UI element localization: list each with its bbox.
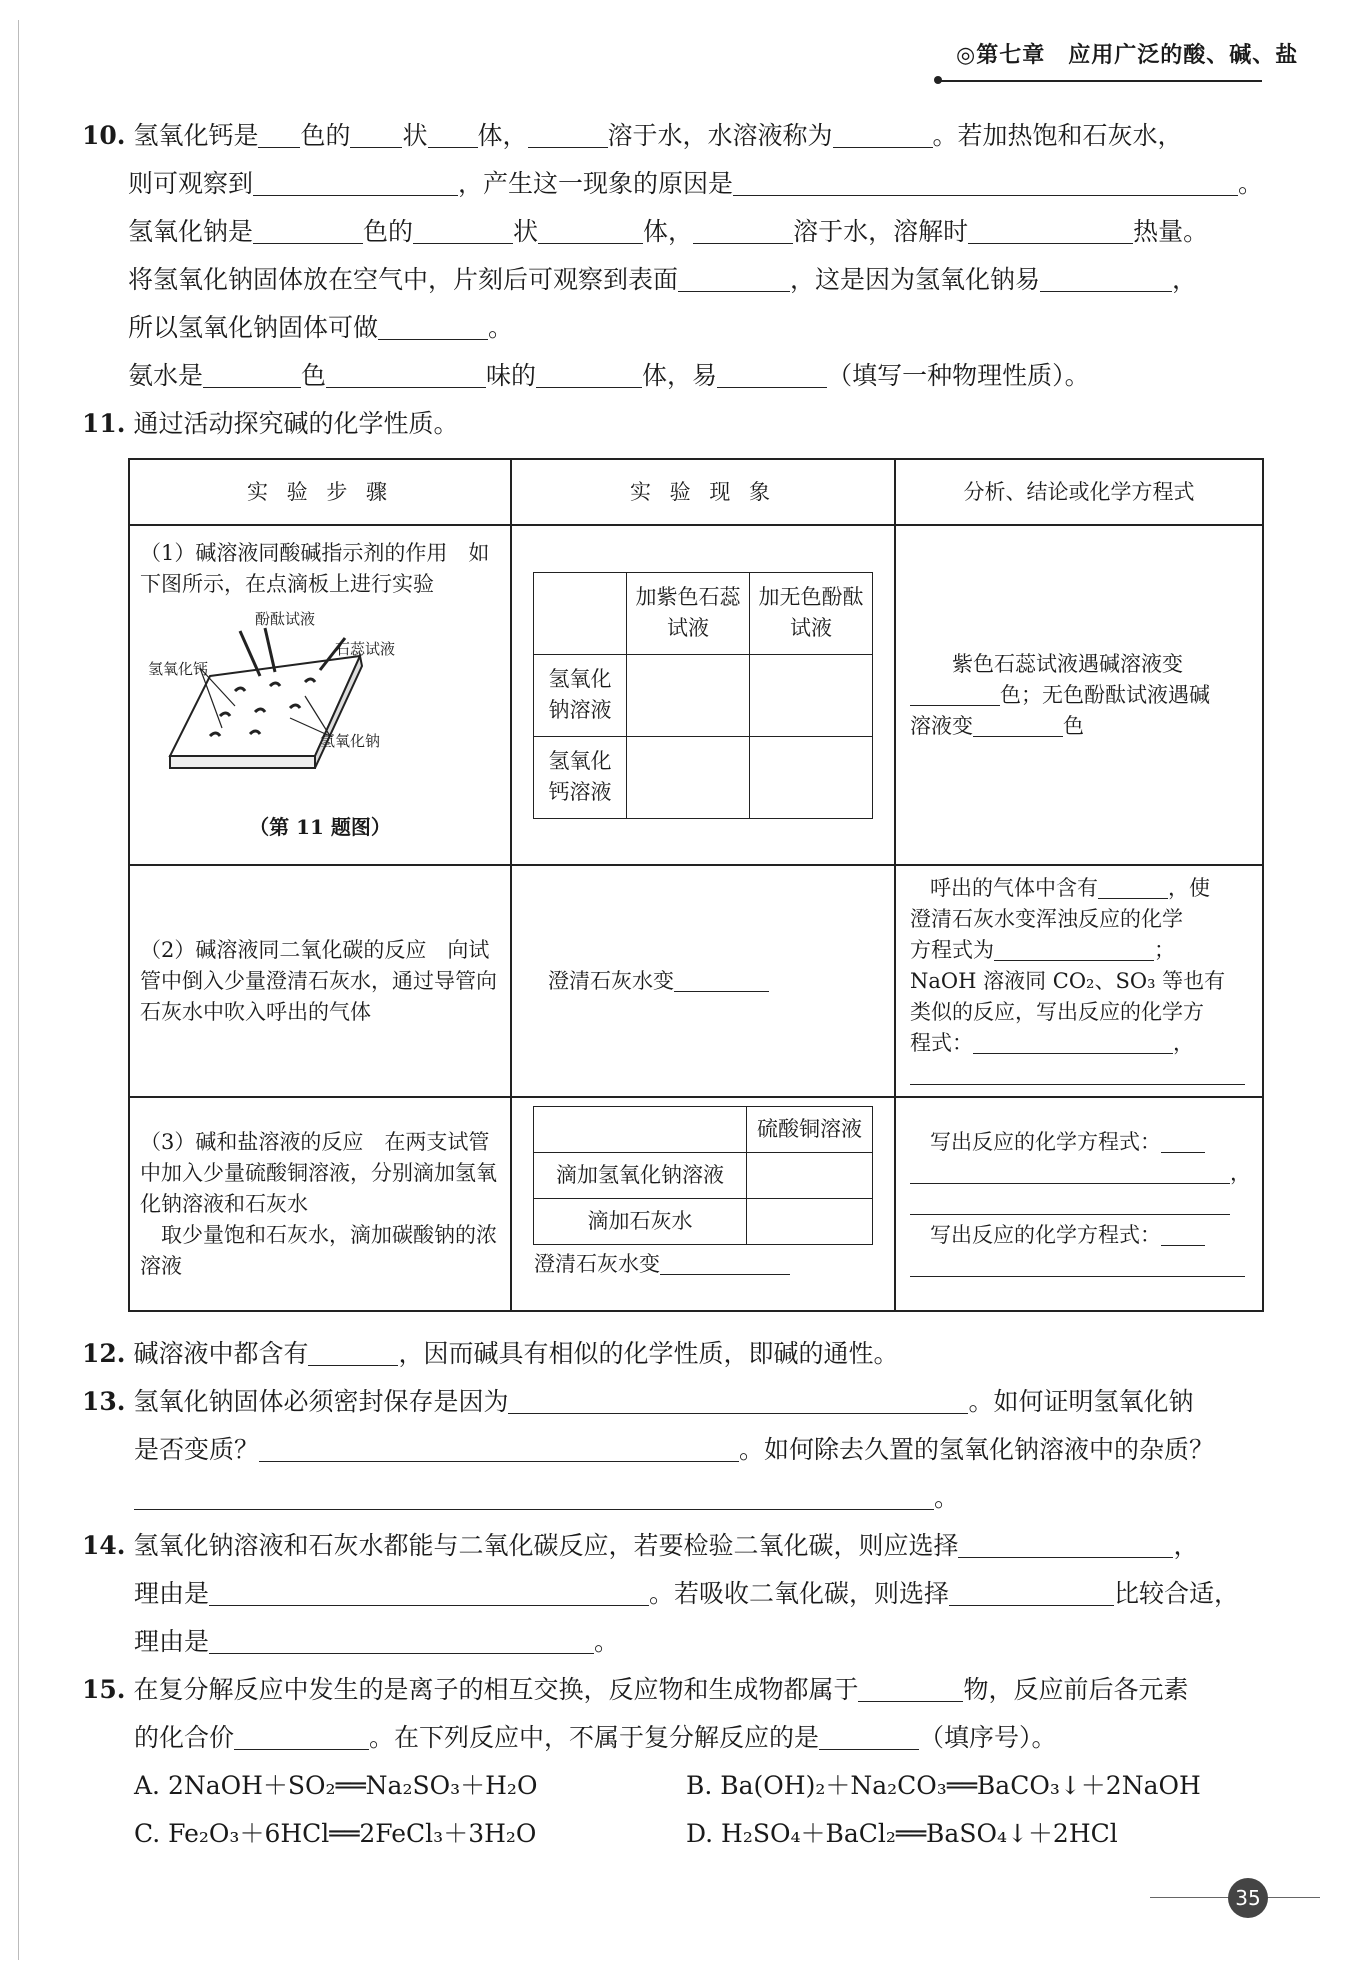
blank[interactable] bbox=[413, 217, 513, 244]
text: ， bbox=[1172, 265, 1198, 294]
answer-cell[interactable] bbox=[627, 736, 750, 818]
blank[interactable] bbox=[717, 361, 827, 388]
q12-number: 12. bbox=[82, 1339, 126, 1368]
r1-analysis bbox=[910, 649, 1252, 742]
spot-plate-figure bbox=[140, 606, 440, 806]
r3-observation bbox=[522, 1249, 884, 1280]
option-d[interactable]: D. H₂SO₄＋BaCl₂══BaSO₄↓＋2HCl bbox=[686, 1819, 1118, 1848]
col-litmus: 加紫色石蕊试液 bbox=[627, 572, 750, 654]
text: ， bbox=[1230, 1160, 1251, 1185]
r2-observation-cell bbox=[511, 865, 895, 1097]
option-b[interactable]: B. Ba(OH)₂＋Na₂CO₃══BaCO₃↓＋2NaOH bbox=[686, 1771, 1201, 1800]
answer-cell[interactable] bbox=[750, 654, 873, 736]
chapter-header: ◎第七章 应用广泛的酸、碱、盐 bbox=[956, 43, 1299, 68]
row-naoh: 氢氧化钠溶液 bbox=[534, 654, 627, 736]
q10-line5 bbox=[128, 304, 1278, 352]
row-add-naoh: 滴加氢氧化钠溶液 bbox=[534, 1153, 747, 1199]
q14-line1 bbox=[82, 1522, 1282, 1570]
header-analysis: 分析、结论或化学方程式 bbox=[895, 459, 1263, 525]
blank[interactable] bbox=[428, 121, 478, 148]
blank[interactable] bbox=[536, 361, 642, 388]
q10-line4 bbox=[128, 256, 1278, 304]
q13-line3 bbox=[134, 1474, 1284, 1522]
q11-intro bbox=[82, 400, 1282, 448]
text: 澄清石灰水变 bbox=[534, 1252, 660, 1276]
blank[interactable] bbox=[508, 1387, 968, 1414]
q12 bbox=[82, 1330, 1282, 1378]
text: 。若加热饱和石灰水， bbox=[932, 121, 1183, 150]
copper-sulfate-table bbox=[533, 1106, 873, 1245]
figure-caption: （第 11 题图） bbox=[249, 815, 391, 839]
answer-cell[interactable] bbox=[627, 654, 750, 736]
text: 呼出的气体中含有 bbox=[930, 875, 1099, 900]
answer-cell[interactable] bbox=[750, 736, 873, 818]
blank[interactable] bbox=[958, 1531, 1173, 1558]
header-rule bbox=[940, 80, 1262, 82]
text: 。如何证明氢氧化钠 bbox=[968, 1387, 1194, 1416]
blank[interactable] bbox=[203, 361, 301, 388]
r3-analysis-cell bbox=[895, 1097, 1263, 1311]
blank[interactable] bbox=[994, 938, 1154, 961]
q14-line3 bbox=[134, 1618, 1284, 1666]
q13-number: 13. bbox=[82, 1387, 126, 1416]
text: （填序号）。 bbox=[919, 1723, 1057, 1752]
text: ， bbox=[1173, 1531, 1199, 1560]
text: 氢氧化钙是 bbox=[133, 121, 259, 150]
indicator-table bbox=[533, 572, 873, 819]
q13-line1 bbox=[82, 1378, 1282, 1426]
blank[interactable] bbox=[973, 1031, 1173, 1054]
blank[interactable] bbox=[678, 265, 790, 292]
text: 色；无色酚酞试液遇碱 bbox=[1000, 682, 1210, 707]
q15-line1 bbox=[82, 1666, 1282, 1714]
text: 。若吸收二氧化碳，则选择 bbox=[649, 1579, 950, 1608]
blank[interactable] bbox=[538, 217, 643, 244]
text: 状 bbox=[513, 217, 539, 246]
blank[interactable] bbox=[973, 714, 1063, 737]
empty-corner bbox=[534, 1107, 747, 1153]
text: 状 bbox=[402, 121, 428, 150]
text: 的化合价 bbox=[134, 1723, 235, 1752]
blank[interactable] bbox=[693, 217, 793, 244]
text: 体， bbox=[643, 217, 694, 246]
text: （填写一种物理性质）。 bbox=[827, 361, 1090, 390]
text: 澄清石灰水变浑浊反应的化学 bbox=[910, 906, 1183, 931]
q14-number: 14. bbox=[82, 1531, 126, 1560]
blank[interactable] bbox=[819, 1723, 919, 1750]
r2-analysis bbox=[910, 873, 1252, 1090]
text: 氨水是 bbox=[128, 361, 204, 390]
page-number: 35 bbox=[1228, 1878, 1268, 1918]
blank[interactable] bbox=[234, 1723, 369, 1750]
blank[interactable] bbox=[1098, 876, 1168, 899]
text: 色 bbox=[301, 361, 327, 390]
label-calcium-hydroxide: 氢氧化钙 bbox=[148, 660, 209, 678]
text: 氢氧化钠溶液和石灰水都能与二氧化碳反应，若要检验二氧化碳，则应选择 bbox=[133, 1531, 959, 1560]
blank[interactable] bbox=[308, 1339, 398, 1366]
text: 将氢氧化钠固体放在空气中，片刻后可观察到表面 bbox=[128, 265, 679, 294]
blank[interactable] bbox=[326, 361, 486, 388]
r1-step-text: （1）碱溶液同酸碱指示剂的作用 如下图所示，在点滴板上进行实验 bbox=[140, 541, 490, 596]
text: 通过活动探究碱的化学性质。 bbox=[133, 409, 459, 438]
blank[interactable] bbox=[660, 1252, 790, 1275]
text: ，这是因为氢氧化钠易 bbox=[790, 265, 1041, 294]
page-edge-line bbox=[18, 20, 19, 1960]
row-caoh: 氢氧化钙溶液 bbox=[534, 736, 627, 818]
blank[interactable] bbox=[253, 169, 458, 196]
r2-step-text: （2）碱溶液同二氧化碳的反应 向试管中倒入少量澄清石灰水，通过导管向石灰水中吹入呼出的气体 bbox=[140, 937, 497, 1024]
q15-number: 15. bbox=[82, 1675, 126, 1704]
text: 。 bbox=[1238, 169, 1264, 198]
text: 氢氧化钠是 bbox=[128, 217, 254, 246]
q10-line1 bbox=[82, 112, 1282, 160]
label-sodium-hydroxide: 氢氧化钠 bbox=[320, 732, 381, 750]
text: ，使 bbox=[1168, 875, 1211, 900]
text: 类似的反应，写出反应的化学方 bbox=[910, 999, 1204, 1024]
text: 色 bbox=[1063, 713, 1084, 738]
blank[interactable] bbox=[910, 683, 1000, 706]
text: 写出反应的化学方程式： bbox=[930, 1129, 1162, 1154]
answer-cell[interactable] bbox=[747, 1153, 873, 1199]
blank[interactable] bbox=[378, 313, 488, 340]
text: 。如何除去久置的氢氧化钠溶液中的杂质？ bbox=[739, 1435, 1215, 1464]
header-step: 实 验 步 骤 bbox=[129, 459, 511, 525]
text: 。在下列反应中，不属于复分解反应的是 bbox=[369, 1723, 820, 1752]
q10-line2 bbox=[128, 160, 1278, 208]
text: ； bbox=[1154, 937, 1175, 962]
r3-analysis bbox=[910, 1127, 1252, 1282]
q13-line2 bbox=[134, 1426, 1284, 1474]
q11-number: 11. bbox=[82, 409, 126, 438]
text: 色的 bbox=[300, 121, 351, 150]
text: 。 bbox=[488, 313, 514, 342]
text: 所以氢氧化钠固体可做 bbox=[128, 313, 379, 342]
blank[interactable] bbox=[258, 121, 300, 148]
r2-step-cell bbox=[129, 865, 511, 1097]
text: ， bbox=[1173, 1030, 1194, 1055]
text: 。 bbox=[594, 1627, 620, 1656]
blank[interactable] bbox=[858, 1675, 963, 1702]
r2-analysis-cell bbox=[895, 865, 1263, 1097]
text: 溶液变 bbox=[910, 713, 973, 738]
text: 比较合适， bbox=[1114, 1579, 1240, 1608]
text: 溶于水，溶解时 bbox=[793, 217, 969, 246]
option-c[interactable]: C. Fe₂O₃＋6HCl══2FeCl₃＋3H₂O bbox=[134, 1819, 537, 1848]
blank[interactable] bbox=[1161, 1130, 1205, 1153]
blank[interactable] bbox=[910, 1062, 1245, 1085]
text: 在复分解反应中发生的是离子的相互交换，反应物和生成物都属于 bbox=[133, 1675, 859, 1704]
empty-corner bbox=[534, 572, 627, 654]
r3-step-cell bbox=[129, 1097, 511, 1311]
r1-observation-cell bbox=[511, 525, 895, 865]
text: 。 bbox=[934, 1483, 960, 1512]
q10-line3 bbox=[128, 208, 1278, 256]
text: 碱溶液中都含有 bbox=[133, 1339, 309, 1368]
text: 物，反应前后各元素 bbox=[963, 1675, 1189, 1704]
text: 理由是 bbox=[134, 1579, 210, 1608]
blank[interactable] bbox=[733, 169, 1238, 196]
text: 写出反应的化学方程式： bbox=[930, 1222, 1162, 1247]
answer-cell[interactable] bbox=[747, 1199, 873, 1245]
blank[interactable] bbox=[528, 121, 608, 148]
r3-observation-cell bbox=[511, 1097, 895, 1311]
blank[interactable] bbox=[1161, 1223, 1205, 1246]
q10-line6 bbox=[128, 352, 1278, 400]
text: 氢氧化钠固体必须密封保存是因为 bbox=[133, 1387, 509, 1416]
blank[interactable] bbox=[1040, 265, 1172, 292]
label-phenolphthalein: 酚酞试液 bbox=[255, 610, 316, 628]
table-row bbox=[129, 865, 1263, 1097]
table-header-row bbox=[129, 459, 1263, 525]
label-litmus: 石蕊试液 bbox=[335, 640, 396, 658]
text: 溶于水，水溶液称为 bbox=[607, 121, 833, 150]
col-copper-sulfate: 硫酸铜溶液 bbox=[747, 1107, 873, 1153]
text: 理由是 bbox=[134, 1627, 210, 1656]
text: 则可观察到 bbox=[128, 169, 254, 198]
text: 体， bbox=[477, 121, 528, 150]
blank[interactable] bbox=[209, 1579, 649, 1606]
table-row bbox=[129, 1097, 1263, 1311]
blank[interactable] bbox=[253, 217, 363, 244]
q10-number: 10. bbox=[82, 121, 126, 150]
text: NaOH 溶液同 CO₂、SO₃ 等也有 bbox=[910, 968, 1226, 993]
table-row bbox=[129, 525, 1263, 865]
text: ，因而碱具有相似的化学性质，即碱的通性。 bbox=[398, 1339, 899, 1368]
text: 澄清石灰水变 bbox=[548, 968, 674, 993]
text: 方程式为 bbox=[910, 937, 994, 962]
col-phenolphthalein: 加无色酚酞试液 bbox=[750, 572, 873, 654]
blank[interactable] bbox=[134, 1483, 934, 1510]
r3-step-text-2: 取少量饱和石灰水，滴加碳酸钠的浓溶液 bbox=[140, 1222, 497, 1278]
blank[interactable] bbox=[968, 217, 1133, 244]
blank[interactable] bbox=[209, 1627, 594, 1654]
option-a[interactable]: A. 2NaOH＋SO₂══Na₂SO₃＋H₂O bbox=[134, 1771, 538, 1800]
q15-line2 bbox=[134, 1714, 1284, 1762]
text: 体，易 bbox=[642, 361, 718, 390]
blank[interactable] bbox=[910, 1254, 1245, 1277]
q14-line2 bbox=[134, 1570, 1284, 1618]
text: ，产生这一现象的原因是 bbox=[458, 169, 734, 198]
r1-analysis-cell bbox=[895, 525, 1263, 865]
text: 味的 bbox=[486, 361, 537, 390]
header-dot bbox=[934, 76, 942, 84]
blank[interactable] bbox=[910, 1161, 1230, 1184]
blank[interactable] bbox=[910, 1192, 1230, 1215]
blank[interactable] bbox=[949, 1579, 1114, 1606]
r1-step-cell bbox=[129, 525, 511, 865]
blank[interactable] bbox=[833, 121, 933, 148]
blank[interactable] bbox=[674, 969, 769, 992]
r3-step-text: （3）碱和盐溶液的反应 在两支试管中加入少量硫酸铜溶液，分别滴加氢氧化钠溶液和石灰水 bbox=[140, 1129, 497, 1216]
text: 程式： bbox=[910, 1030, 973, 1055]
text: 紫色石蕊试液遇碱溶液变 bbox=[952, 651, 1183, 676]
text: 热量。 bbox=[1133, 217, 1209, 246]
blank[interactable] bbox=[259, 1435, 739, 1462]
text: 是否变质？ bbox=[134, 1435, 260, 1464]
q11-table bbox=[128, 458, 1264, 1312]
header-observation: 实 验 现 象 bbox=[511, 459, 895, 525]
blank[interactable] bbox=[350, 121, 402, 148]
text: 色的 bbox=[363, 217, 414, 246]
row-add-limewater: 滴加石灰水 bbox=[534, 1199, 747, 1245]
